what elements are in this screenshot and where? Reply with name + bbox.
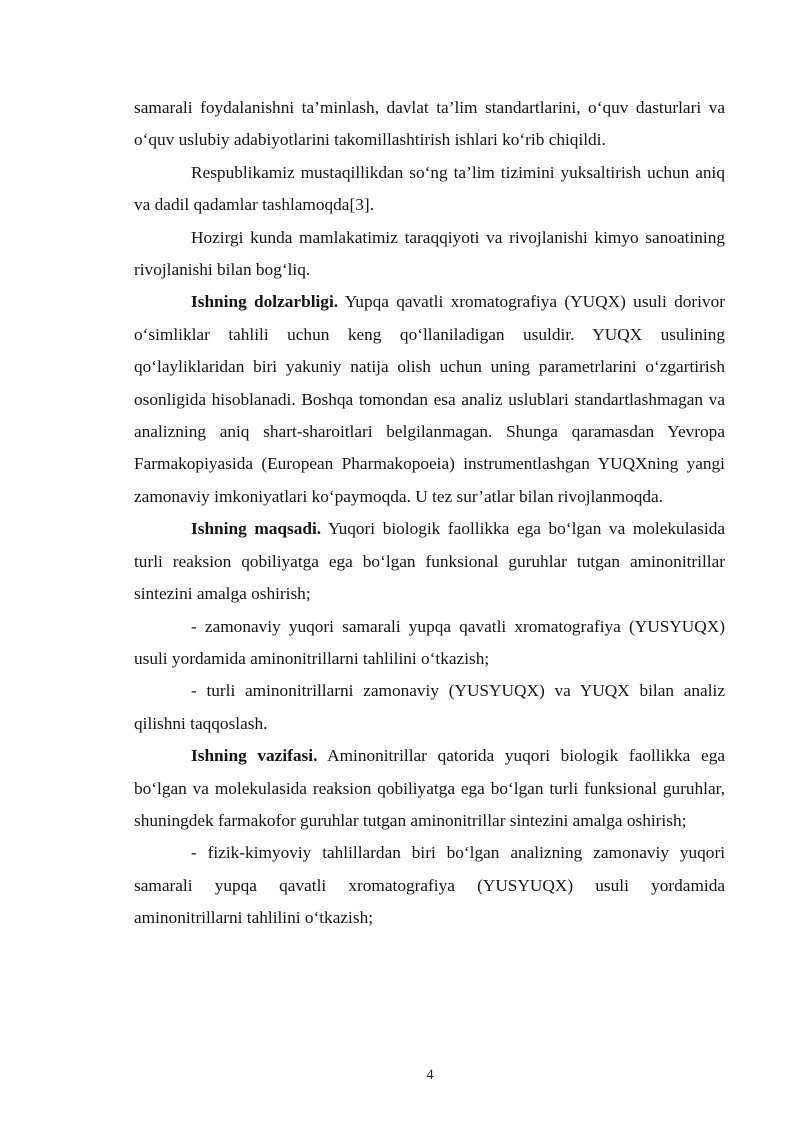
paragraph-text: samarali foydalanishni ta’minlash, davlat ta’lim standartlarini, o‘quv dasturlari va o‘quv uslubiy adabiyotlarini takomillashtirish ishlari ko‘rib chiqildi.	[134, 98, 725, 150]
section-heading-relevance: Ishning dolzarbligi.	[191, 292, 339, 312]
body-text	[134, 92, 725, 935]
list-item	[134, 675, 725, 740]
section-heading-tasks: Ishning vazifasi.	[191, 746, 318, 766]
paragraph-relevance	[134, 286, 725, 513]
page-number: 4	[426, 1067, 434, 1083]
paragraph-text: - zamonaviy yuqori samarali yupqa qavatli xromatografiya (YUSYUQX) usuli yordamida aminonitrillarni tahlilini o‘tkazish;	[134, 616, 725, 668]
paragraph	[134, 157, 725, 222]
paragraph-text: - fizik-kimyoviy tahlillardan biri bo‘lgan analizning zamonaviy yuqori samarali yupqa qavatli xromatografiya (YUSYUQX) usuli yordamida aminonitrillarni tahlilini o‘tkazish;	[134, 843, 725, 928]
paragraph-continuation	[134, 92, 725, 157]
paragraph-text: Yupqa qavatli xromatografiya (YUQX) usuli dorivor o‘simliklar tahlili uchun keng qo‘llaniladigan usuldir. YUQX usulining qo‘layliklaridan biri yakuniy natija olish uchun uning parametrlarini o‘zgartirish osonligida hisoblanadi. Boshqa tomondan esa analiz uslublari standartlashmagan va analizning aniq shart-sharoitlari belgilanmagan. Shunga qaramasdan Yevropa Farmakopiyasida (European Pharmakopoeia) instrumentlashgan YUQXning yangi zamonaviy imkoniyatlari ko‘paymoqda. U tez sur’atlar bilan rivojlanmoqda.	[134, 292, 725, 506]
paragraph-goal	[134, 513, 725, 610]
paragraph-text: Aminonitrillar qatorida yuqori biologik faollikka ega bo‘lgan va molekulasida reaksion qobiliyatga ega bo‘lgan turli funksional guruhlar, shuningdek farmakofor guruhlar tutgan aminonitrillar sintezini amalga oshirish;	[134, 746, 725, 830]
paragraph-text: - turli aminonitrillarni zamonaviy (YUSYUQX) va YUQX bilan analiz qilishni taqqoslash.	[134, 681, 725, 733]
paragraph-text: Hozirgi kunda mamlakatimiz taraqqiyoti va rivojlanishi kimyo sanoatining rivojlanishi bilan bog‘liq.	[134, 227, 725, 280]
list-item	[134, 837, 725, 934]
paragraph-text: Respublikamiz mustaqillikdan so‘ng ta’lim tizimini yuksaltirish uchun aniq va dadil qadamlar tashlamoqda[3].	[134, 162, 725, 215]
list-item	[134, 611, 725, 676]
paragraph-tasks	[134, 740, 725, 837]
paragraph-text: Yuqori biologik faollikka ega bo‘lgan va molekulasida turli reaksion qobiliyatga ega bo‘lgan funksional guruhlar tutgan aminonitrillar sintezini amalga oshirish;	[134, 519, 725, 604]
paragraph	[134, 222, 725, 287]
section-heading-goal: Ishning maqsadi.	[191, 519, 322, 539]
